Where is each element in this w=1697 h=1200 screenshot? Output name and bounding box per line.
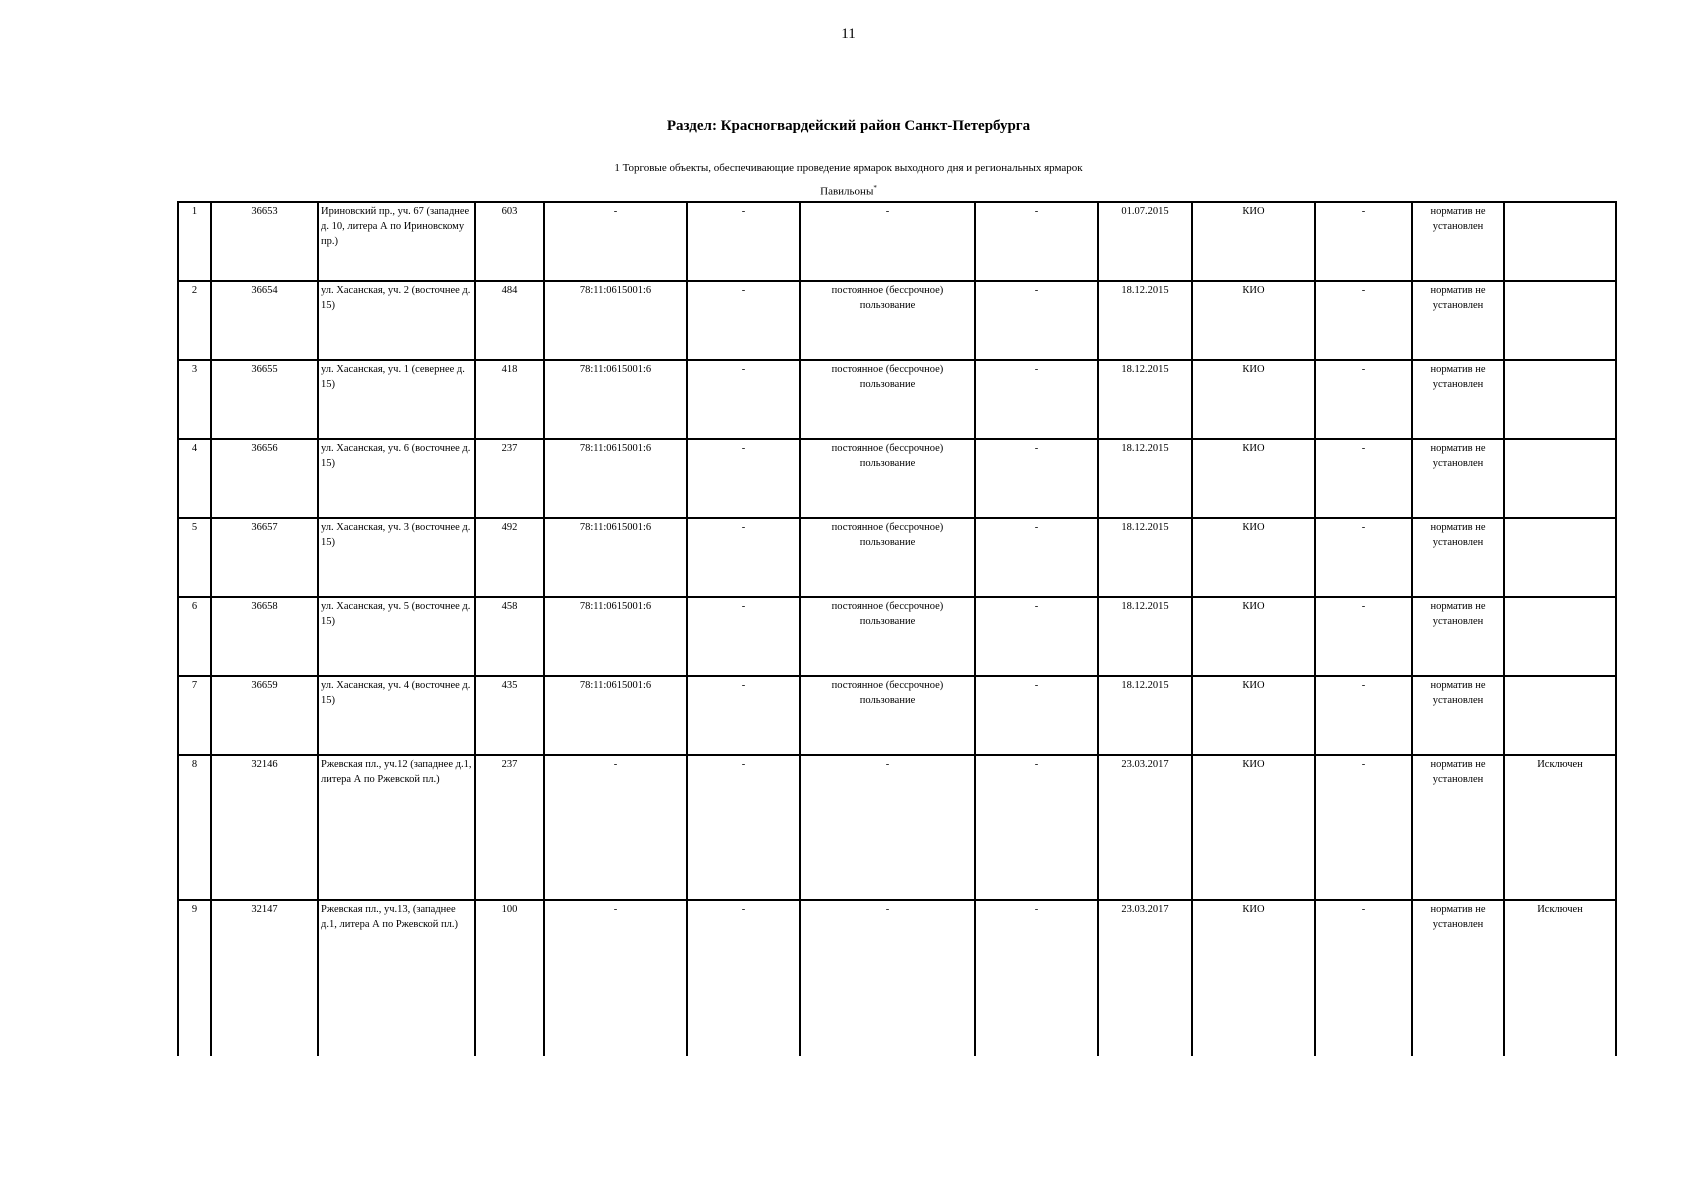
object-id-cell: 36657 — [211, 518, 318, 597]
norm-cell: норматив не установлен — [1412, 900, 1504, 1056]
table-row — [178, 676, 1616, 755]
column-11-cell: - — [1315, 597, 1412, 676]
object-type-text: Павильоны — [820, 185, 874, 198]
norm-cell: норматив не установлен — [1412, 676, 1504, 755]
row-number-cell: 2 — [178, 281, 211, 360]
object-id-cell: 36656 — [211, 439, 318, 518]
organization-cell: КИО — [1192, 202, 1315, 281]
note-cell — [1504, 360, 1616, 439]
area-cell: 237 — [475, 439, 544, 518]
column-8-cell: - — [975, 360, 1098, 439]
object-id-cell: 32146 — [211, 755, 318, 900]
address-cell: Ржевская пл., уч.12 (западнее д.1, литера А по Ржевской пл.) — [318, 755, 475, 900]
note-cell — [1504, 676, 1616, 755]
column-6-cell: - — [687, 439, 800, 518]
column-6-cell: - — [687, 900, 800, 1056]
date-cell: 18.12.2015 — [1098, 676, 1192, 755]
column-6-cell: - — [687, 518, 800, 597]
column-11-cell: - — [1315, 202, 1412, 281]
norm-cell: норматив не установлен — [1412, 360, 1504, 439]
table-row — [178, 281, 1616, 360]
cadastral-number-cell: 78:11:0615001:6 — [544, 518, 687, 597]
date-cell: 18.12.2015 — [1098, 597, 1192, 676]
cadastral-number-cell: 78:11:0615001:6 — [544, 281, 687, 360]
row-number-cell: 6 — [178, 597, 211, 676]
registry-body — [178, 202, 1616, 1056]
address-cell: ул. Хасанская, уч. 6 (восточнее д. 15) — [318, 439, 475, 518]
column-11-cell: - — [1315, 439, 1412, 518]
column-8-cell: - — [975, 900, 1098, 1056]
land-right-cell: - — [800, 202, 975, 281]
address-cell: ул. Хасанская, уч. 1 (севернее д. 15) — [318, 360, 475, 439]
column-11-cell: - — [1315, 755, 1412, 900]
area-cell: 418 — [475, 360, 544, 439]
organization-cell: КИО — [1192, 597, 1315, 676]
column-11-cell: - — [1315, 676, 1412, 755]
norm-cell: норматив не установлен — [1412, 202, 1504, 281]
table-row — [178, 518, 1616, 597]
norm-cell: норматив не установлен — [1412, 439, 1504, 518]
object-id-cell: 32147 — [211, 900, 318, 1056]
address-cell: Ржевская пл., уч.13, (западнее д.1, литера А по Ржевской пл.) — [318, 900, 475, 1056]
land-right-cell: постоянное (бессрочное) пользование — [800, 597, 975, 676]
area-cell: 237 — [475, 755, 544, 900]
area-cell: 603 — [475, 202, 544, 281]
object-type-label — [0, 184, 1697, 198]
date-cell: 01.07.2015 — [1098, 202, 1192, 281]
organization-cell: КИО — [1192, 755, 1315, 900]
organization-cell: КИО — [1192, 900, 1315, 1056]
column-6-cell: - — [687, 281, 800, 360]
column-6-cell: - — [687, 597, 800, 676]
column-11-cell: - — [1315, 900, 1412, 1056]
norm-cell: норматив не установлен — [1412, 597, 1504, 676]
row-number-cell: 1 — [178, 202, 211, 281]
page-number: 11 — [841, 26, 856, 42]
area-cell: 484 — [475, 281, 544, 360]
column-8-cell: - — [975, 439, 1098, 518]
note-cell — [1504, 202, 1616, 281]
column-11-cell: - — [1315, 281, 1412, 360]
section-title: Раздел: Красногвардейский район Санкт-Петербурга — [666, 118, 1031, 134]
date-cell: 23.03.2017 — [1098, 755, 1192, 900]
column-8-cell: - — [975, 755, 1098, 900]
column-8-cell: - — [975, 597, 1098, 676]
note-cell — [1504, 439, 1616, 518]
land-right-cell: постоянное (бессрочное) пользование — [800, 439, 975, 518]
organization-cell: КИО — [1192, 676, 1315, 755]
column-8-cell: - — [975, 676, 1098, 755]
object-id-cell: 36653 — [211, 202, 318, 281]
note-cell — [1504, 281, 1616, 360]
norm-cell: норматив не установлен — [1412, 281, 1504, 360]
organization-cell: КИО — [1192, 518, 1315, 597]
column-8-cell: - — [975, 202, 1098, 281]
row-number-cell: 3 — [178, 360, 211, 439]
cadastral-number-cell: 78:11:0615001:6 — [544, 360, 687, 439]
object-id-cell: 36654 — [211, 281, 318, 360]
land-right-cell: постоянное (бессрочное) пользование — [800, 676, 975, 755]
date-cell: 18.12.2015 — [1098, 281, 1192, 360]
footnote-mark: * — [873, 184, 877, 192]
table-row — [178, 755, 1616, 900]
column-8-cell: - — [975, 281, 1098, 360]
table-row — [178, 360, 1616, 439]
column-11-cell: - — [1315, 360, 1412, 439]
cadastral-number-cell: - — [544, 755, 687, 900]
area-cell: 435 — [475, 676, 544, 755]
section-subtitle: 1 Торговые объекты, обеспечивающие проведение ярмарок выходного дня и региональных ярмарок — [614, 162, 1083, 174]
cadastral-number-cell: - — [544, 900, 687, 1056]
row-number-cell: 4 — [178, 439, 211, 518]
object-id-cell: 36658 — [211, 597, 318, 676]
cadastral-number-cell: 78:11:0615001:6 — [544, 439, 687, 518]
land-right-cell: постоянное (бессрочное) пользование — [800, 360, 975, 439]
table-row — [178, 597, 1616, 676]
row-number-cell: 8 — [178, 755, 211, 900]
address-cell: ул. Хасанская, уч. 3 (восточнее д. 15) — [318, 518, 475, 597]
column-6-cell: - — [687, 755, 800, 900]
date-cell: 18.12.2015 — [1098, 518, 1192, 597]
note-cell: Исключен — [1504, 900, 1616, 1056]
date-cell: 18.12.2015 — [1098, 439, 1192, 518]
land-right-cell: - — [800, 900, 975, 1056]
row-number-cell: 7 — [178, 676, 211, 755]
cadastral-number-cell: 78:11:0615001:6 — [544, 676, 687, 755]
area-cell: 492 — [475, 518, 544, 597]
address-cell: ул. Хасанская, уч. 4 (восточнее д. 15) — [318, 676, 475, 755]
note-cell — [1504, 518, 1616, 597]
column-6-cell: - — [687, 202, 800, 281]
column-8-cell: - — [975, 518, 1098, 597]
date-cell: 18.12.2015 — [1098, 360, 1192, 439]
norm-cell: норматив не установлен — [1412, 755, 1504, 900]
cadastral-number-cell: - — [544, 202, 687, 281]
column-6-cell: - — [687, 676, 800, 755]
cadastral-number-cell: 78:11:0615001:6 — [544, 597, 687, 676]
organization-cell: КИО — [1192, 360, 1315, 439]
date-cell: 23.03.2017 — [1098, 900, 1192, 1056]
note-cell: Исключен — [1504, 755, 1616, 900]
row-number-cell: 9 — [178, 900, 211, 1056]
area-cell: 100 — [475, 900, 544, 1056]
note-cell — [1504, 597, 1616, 676]
row-number-cell: 5 — [178, 518, 211, 597]
land-right-cell: постоянное (бессрочное) пользование — [800, 518, 975, 597]
organization-cell: КИО — [1192, 281, 1315, 360]
address-cell: Ириновский пр., уч. 67 (западнее д. 10, литера А по Ириновскому пр.) — [318, 202, 475, 281]
registry-table — [177, 201, 1617, 1056]
object-id-cell: 36655 — [211, 360, 318, 439]
table-row — [178, 202, 1616, 281]
table-row — [178, 439, 1616, 518]
address-cell: ул. Хасанская, уч. 2 (восточнее д. 15) — [318, 281, 475, 360]
organization-cell: КИО — [1192, 439, 1315, 518]
land-right-cell: постоянное (бессрочное) пользование — [800, 281, 975, 360]
land-right-cell: - — [800, 755, 975, 900]
table-row — [178, 900, 1616, 1056]
column-6-cell: - — [687, 360, 800, 439]
column-11-cell: - — [1315, 518, 1412, 597]
object-id-cell: 36659 — [211, 676, 318, 755]
address-cell: ул. Хасанская, уч. 5 (восточнее д. 15) — [318, 597, 475, 676]
norm-cell: норматив не установлен — [1412, 518, 1504, 597]
area-cell: 458 — [475, 597, 544, 676]
